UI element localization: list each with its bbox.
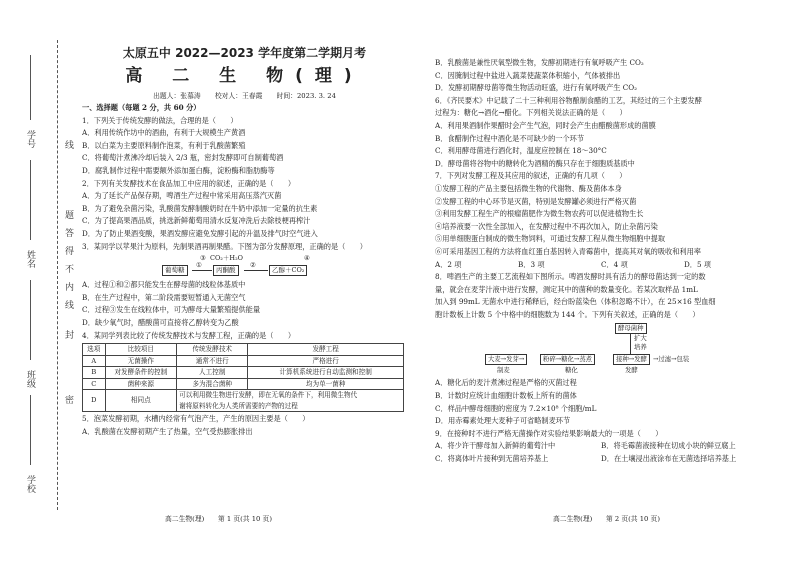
q7-option-c: C．4 项	[601, 259, 628, 269]
flow-co2-h2o: CO₂＋H₂O	[210, 254, 244, 263]
q5-stem: 5．泡菜发酵初期，水槽内经常有气泡产生，产生的原因主要是（ ）	[82, 414, 310, 424]
q6-stem: 6．《齐民要术》中记载了二十三种利用谷物酿制食醋的工艺，其经过的三个主要发酵	[435, 95, 702, 105]
flow-pyruvate: 丙酮酸	[213, 265, 239, 276]
q7-item: ⑥可采用基因工程的方法将血红蛋白基因转入青霉菌中，提高其对氧的吸收和利用率	[435, 246, 701, 256]
flow-arrow-1	[192, 270, 212, 271]
class-label: 班级	[25, 370, 35, 388]
table-cell: 均为单一菌种	[248, 378, 404, 390]
right-column	[435, 57, 767, 466]
table-header-cell: 比较项目	[105, 344, 177, 356]
q8-stem: 加入到 99mL 无菌水中进行稀释后，经台盼蓝染色（体积忽略不计），在 25×16 型血细	[435, 297, 716, 307]
left-column	[82, 45, 407, 438]
diagram-ferment-box: 接种→发酵	[613, 354, 650, 365]
diagram-malting-box: 大麦→发芽→	[485, 354, 527, 365]
subject-title: 高 二 生 物(理)	[125, 66, 364, 86]
seal-char: 得	[63, 246, 73, 255]
seal-line	[57, 40, 58, 510]
table-row	[83, 367, 404, 379]
table-row	[83, 355, 404, 367]
q7-option-d: D．5 项	[684, 259, 711, 269]
q7-option-b: B．3 项	[518, 259, 545, 269]
diagram-label-saccharify: 糖化	[565, 366, 578, 375]
seal-char: 不	[63, 264, 73, 273]
seal-mark-2: 封	[63, 330, 73, 339]
name-line	[30, 160, 31, 240]
q3-option-c: C．过程③发生在线粒体中，可为酵母大量繁殖提供能量	[82, 305, 261, 315]
q1-stem: 1．下列关于传统发酵的做法，合理的是（ ）	[82, 115, 238, 125]
diagram-label-ferment: 发酵	[625, 366, 638, 375]
q8-option-d: D．用赤霉素处理大麦种子可省略制麦环节	[435, 416, 571, 426]
q8-stem: 8．啤酒生产的主要工艺流程如下图所示。啤酒发酵时具有活力的酵母菌达到一定的数	[435, 272, 706, 282]
name-label: 姓名	[25, 250, 35, 268]
q6-option-c: C．利用酵母菌进行酒化时，温度应控制在 18～30°C	[435, 146, 607, 156]
seal-mark-3: 密	[63, 395, 73, 404]
diagram-saccharify-box: 粉碎→糖化→蒸煮	[540, 354, 595, 365]
table-cell-merged	[177, 390, 404, 412]
exam-title: 太原五中 2022—2023 学年度第二学期月考	[122, 46, 367, 60]
flow-step-1: ①	[196, 261, 202, 270]
table-cell: 菌种来源	[105, 378, 177, 390]
table-cell: A	[83, 355, 106, 367]
q3-metabolism-diagram	[82, 255, 407, 277]
school-line	[30, 395, 31, 465]
table-cell: B	[83, 367, 106, 379]
q2-option-a: A．为了延长产品保存期，啤酒生产过程中常采用高压蒸汽灭菌	[82, 191, 282, 201]
q8-stem: 量，就会在麦芽汁液中进行发酵，测定其中的菌种的数量变化。若某次取样品 1mL	[435, 284, 698, 294]
q5-option-d: D．发酵初期酵母菌等微生物活动旺盛，进行有氧呼吸产生 CO₂	[435, 83, 638, 93]
table-cell: 相同点	[105, 390, 177, 412]
binding-margin	[0, 0, 73, 561]
section-heading: 一、选择题（每题 2 分，共 60 分）	[82, 103, 201, 112]
q8-option-a: A．糖化后的麦汁煮沸过程是严格的灭菌过程	[435, 378, 577, 388]
q3-stem: 3．某同学以苹果汁为原料，先制果酒再制果醋。下图为部分发酵原理，正确的是（ ）	[82, 241, 367, 251]
checker: 校对人：王春霞	[214, 92, 263, 100]
q1-option-d: D．腐乳制作过程中需要额外添加蛋白酶，淀粉酶和脂肪酶等	[82, 165, 275, 175]
school-label: 学校	[25, 475, 35, 493]
diagram-yeast-box: 酵母菌种	[615, 323, 647, 334]
table-cell: 无菌操作	[105, 355, 177, 367]
seal-char: 内	[63, 282, 73, 291]
table-cell: 多为混合菌种	[177, 378, 248, 390]
q2-option-c: C．为了提高果酒品质，挑选新鲜葡萄用清水反复冲洗后去除枝梗再榨汁	[82, 216, 311, 226]
q1-option-c: C．将葡萄汁煮沸冷却后装入 2/3 瓶，密封发酵即可自制葡萄酒	[82, 153, 284, 163]
table-header-cell: 发酵工程	[248, 344, 404, 356]
page-footer-right: 高二生物(理) 第 2 页(共 10 页)	[553, 515, 660, 523]
q2-stem: 2．下列有关发酵技术在食品加工中应用的叙述，正确的是（ ）	[82, 178, 296, 188]
table-cell-line: 谢将原料转化为人类所需要的产物的过程	[179, 401, 298, 410]
table-header-row	[83, 344, 404, 356]
q7-item: ④培养液要一次性全部加入，在发酵过程中不再次加入，防止杂菌污染	[435, 221, 658, 231]
seal-char: 题	[63, 210, 73, 219]
q1-option-b: B．以白菜为主要原料制作泡菜，有利于乳酸菌繁殖	[82, 140, 246, 150]
q7-item: ⑤用单细胞蛋白制成的微生物饲料，可通过发酵工程从微生物细胞中提取	[435, 234, 666, 244]
q2-option-d: D．为了防止果酒变酸，果酒发酵应避免发酵引起的升温及排气时空气进入	[82, 228, 318, 238]
q3-option-d: D．缺少氧气时，醋酸菌可直接将乙醇转变为乙酸	[82, 317, 239, 327]
q6-stem: 过程为：糖化→酒化→醋化。下列相关说法正确的是（ ）	[435, 108, 627, 118]
q5-option-b: B．乳酸菌是兼性厌氧型微生物，发酵初期进行有氧呼吸产生 CO₂	[435, 58, 644, 67]
q8-stem: 胞计数板上计数 5 个中格中的细胞数为 144 个。下列有关叙述，正确的是（ ）	[435, 309, 700, 319]
q7-item: ②发酵工程的中心环节是灭菌，特别是发酵罐必须进行严格灭菌	[435, 196, 637, 206]
flow-glucose: 葡萄糖	[162, 265, 188, 276]
table-header-cell: 选项	[83, 344, 106, 356]
diagram-vertical-line	[630, 333, 631, 355]
seal-mark-1: 线	[63, 140, 73, 149]
q3-option-b: B．在生产过程中，第二阶段需要短暂通入无菌空气	[82, 292, 246, 302]
q9-option-c: C．将离体叶片接种到无菌培养基上	[435, 454, 549, 464]
q4-stem: 4．某同学列表比较了传统发酵技术与发酵工程，正确的是（ ）	[82, 330, 296, 340]
table-row	[83, 378, 404, 390]
q6-option-a: A．利用果酒制作果醋时会产生气泡，同时会产生由醋酸菌形成的菌膜	[435, 120, 656, 130]
exam-time: 时间：2023. 3. 24	[276, 92, 336, 100]
q7-stem: 7．下列对发酵工程及其应用的叙述，正确的有几项（ ）	[435, 171, 627, 181]
table-cell: D	[83, 390, 106, 412]
table-header-cell: 传统发酵技术	[177, 344, 248, 356]
class-line	[30, 280, 31, 360]
q9-option-a: A．将少许干酵母加入新鲜的葡萄汁中	[435, 441, 556, 451]
seal-char: 答	[63, 228, 73, 237]
q6-option-b: B．食醋制作过程中酒化是不可缺少的一个环节	[435, 133, 585, 143]
q5-option-a: A．乳酸菌在发酵初期产生了热量，空气受热膨胀排出	[82, 426, 253, 436]
q9-options-row1	[435, 440, 767, 453]
setter: 出题人：张慕涛	[153, 92, 201, 100]
student-no-line	[30, 55, 31, 120]
diagram-filter-pack: →过滤→包装	[653, 355, 690, 364]
q9-stem: 9．在接种时不进行严格无菌操作对实验结果影响最大的一项是（ ）	[435, 428, 663, 438]
q2-option-b: B．为了避免杂菌污染，乳酸菌发酵制酸奶时在牛奶中添加一定量的抗生素	[82, 203, 318, 213]
q8-option-c: C．样品中酵母细胞的密度为 7.2×10⁸ 个细胞/mL	[435, 403, 597, 413]
seal-char: 线	[63, 300, 73, 309]
q6-option-d: D．酵母菌将谷物中的糖转化为酒精的酶只存在于细胞质基质中	[435, 158, 635, 168]
table-cell: 对发酵条件的控制	[105, 367, 177, 379]
flow-step-3: ③	[200, 254, 206, 263]
q9-option-b: B．将毛霉菌液接种在切成小块的鲜豆腐上	[601, 441, 736, 451]
table-cell: 人工控制	[177, 367, 248, 379]
q7-options	[435, 259, 767, 272]
q1-option-a: A．利用传统作坊中的酒曲，有利于大规模生产黄酒	[82, 128, 246, 138]
q8-option-b: B．计数时应统计血细胞计数板上所有的菌体	[435, 391, 577, 401]
table-cell: 通常不进行	[177, 355, 248, 367]
q5-option-c: C．因腌制过程中盐进入蔬菜使蔬菜体积缩小，气体被排出	[435, 70, 621, 80]
student-no-label: 学号	[25, 130, 35, 148]
flow-step-2: ②	[250, 261, 256, 270]
q9-option-d: D．在土壤浸出液涂布在无菌选择培养基上	[601, 454, 737, 464]
table-row	[83, 390, 404, 412]
q8-beer-process-diagram	[435, 323, 767, 375]
exam-meta	[82, 90, 407, 102]
table-cell-line: 可以利用微生物进行发酵，即在无氧的条件下，利用微生物代	[179, 391, 358, 400]
q3-option-a: A．过程①和②都只能发生在酵母菌的线粒体基质中	[82, 280, 246, 290]
flow-ethanol-co2: 乙醇＋CO₂	[269, 265, 307, 276]
q4-comparison-table	[82, 343, 404, 412]
table-cell: C	[83, 378, 106, 390]
q7-option-a: A．2 项	[435, 259, 462, 269]
table-cell: 计算机系统进行自动监测和控制	[248, 367, 404, 379]
page-footer-left: 高二生物(理) 第 1 页(共 10 页)	[165, 515, 272, 523]
flow-step-4: ④	[304, 254, 310, 263]
q7-item: ①发酵工程的产品主要包括微生物的代谢物、酶及菌体本身	[435, 183, 622, 193]
flow-arrow-2	[244, 270, 268, 271]
diagram-culture: 培养	[634, 343, 647, 352]
q7-item: ③利用发酵工程生产的根瘤菌肥作为微生物农药可以促进植物生长	[435, 209, 644, 219]
q9-options-row2	[435, 453, 767, 466]
diagram-expand: 扩大	[634, 334, 647, 343]
table-cell: 严格进行	[248, 355, 404, 367]
diagram-label-malting: 制麦	[497, 366, 510, 375]
